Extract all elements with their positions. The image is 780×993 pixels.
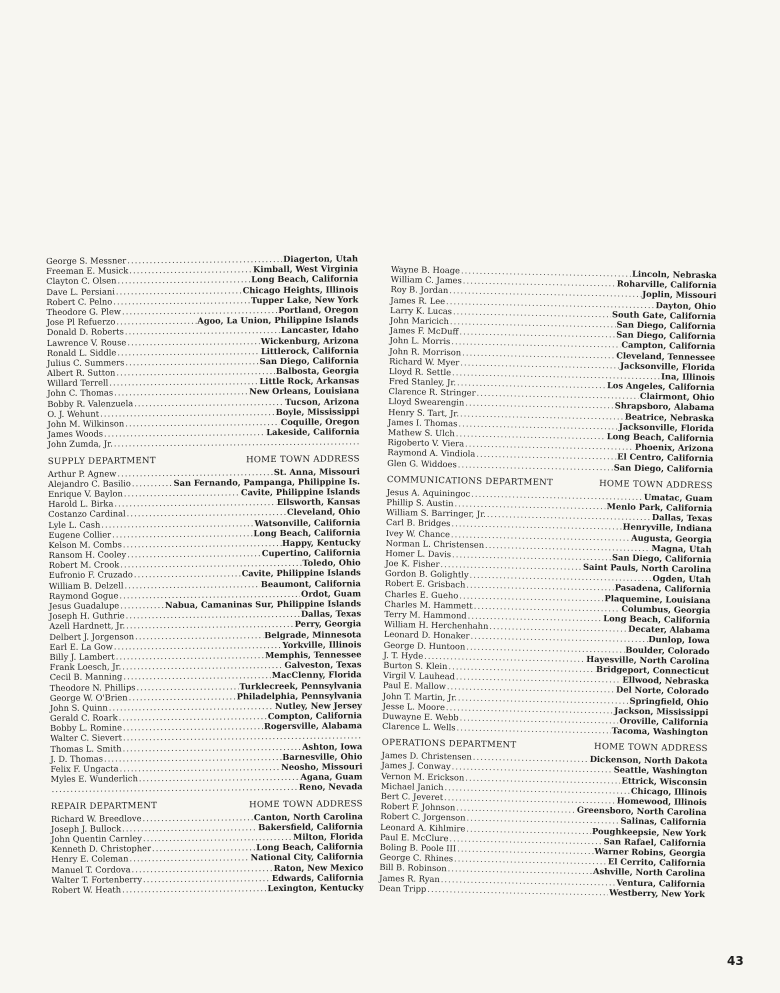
home-town-heading: HOME TOWN ADDRESS <box>599 478 713 491</box>
home-town: Bridgeport, Connecticut <box>595 663 710 677</box>
home-town: Ashville, North Carolina <box>592 866 706 879</box>
member-name: James Woods <box>47 428 104 440</box>
member-name: Bill B. Robinson <box>379 862 447 874</box>
member-name: Frank Loesch, Jr. <box>49 661 122 673</box>
member-name: Bert C. Jeveret <box>380 790 444 803</box>
member-name: Gerald C. Roark <box>49 712 118 724</box>
home-town: Ashton, Iowa <box>301 740 363 752</box>
home-town: Long Beach, California <box>251 273 359 285</box>
member-name: Joseph J. Bullock <box>50 823 122 834</box>
member-name: Fred Stanley, Jr. <box>388 376 457 388</box>
dot-leader <box>457 722 611 735</box>
member-name: Walter T. Fortenberry <box>51 873 143 885</box>
member-name: Clayton C. Olsen <box>46 275 117 287</box>
member-name: John C. Thomas <box>47 387 114 399</box>
home-town: Decater, Alabama <box>628 623 711 636</box>
home-town: Clairmont, Ohio <box>639 391 715 403</box>
member-name: Theodore G. Plew <box>46 306 121 317</box>
home-town: Littlerock, California <box>260 344 359 356</box>
member-name: Clarence R. Stringer <box>388 386 476 398</box>
home-town: Dunlop, Iowa <box>648 634 710 646</box>
member-name: Charles E. Gueho <box>384 588 459 600</box>
member-name: George W. O'Brien <box>49 691 128 703</box>
member-name: Richard W. Myer <box>389 355 460 368</box>
home-town: Nabua, Camaninas Sur, Philippine Islands <box>164 598 362 610</box>
member-name: Theodore N. Phillips <box>49 681 136 693</box>
home-town: Umatac, Guam <box>643 491 713 503</box>
member-name: Burton S. Klein <box>383 659 448 672</box>
member-name: Raymond Gogue <box>48 590 119 601</box>
home-town: Philadelphia, Pennsylvania <box>236 689 362 702</box>
home-town: Long Beach, California <box>603 613 711 626</box>
home-town-heading: HOME TOWN ADDRESS <box>246 453 360 465</box>
home-town: Memphis, Tennessee <box>265 649 362 661</box>
member-name: Charles M. Hammett <box>384 598 473 611</box>
home-town: Perry, Georgia <box>294 618 362 630</box>
dot-leader <box>427 884 608 898</box>
member-name: Albert R. Sutton <box>46 367 116 379</box>
member-name: Ronald L. Siddle <box>46 347 117 358</box>
member-name: Roy B. Jordan <box>390 284 449 296</box>
home-town: Magna, Utah <box>651 542 712 554</box>
home-town: Compton, California <box>267 710 363 722</box>
home-town: Raton, New Mexico <box>273 861 364 873</box>
home-town: Balbosta, Georgia <box>275 365 360 377</box>
home-town: Toledo, Ohio <box>302 557 361 569</box>
member-name: George D. Huntoon <box>383 639 466 652</box>
member-name: Robert M. Crook <box>48 559 120 571</box>
home-town: Dayton, Ohio <box>655 299 717 311</box>
home-town: Greensboro, North Carolina <box>576 804 707 818</box>
member-name: Ivey W. Chance <box>385 527 451 539</box>
department-title: REPAIR DEPARTMENT <box>50 800 158 812</box>
home-town: Bakersfield, California <box>258 821 364 832</box>
member-name: Duwayne E. Webb <box>382 710 459 723</box>
member-name: Jose Pl Refuerzo <box>46 316 116 328</box>
member-name: Mathew S. Ulch <box>387 426 455 439</box>
home-town: New Orleans, Louisiana <box>249 385 360 397</box>
roster-row <box>51 782 363 795</box>
home-town: Cavite, Philippine Islands <box>241 567 361 579</box>
home-town: Shrapsboro, Alabama <box>614 400 715 413</box>
member-name: James R. Lee <box>390 294 446 306</box>
member-name: James I. Thomas <box>387 416 458 429</box>
member-name: Alejandro C. Basilio <box>47 478 131 489</box>
home-town: Ventura, California <box>616 876 706 889</box>
member-name: Raymond A. Vindiola <box>387 447 476 460</box>
home-town: Neosho, Missouri <box>281 761 363 772</box>
member-name: Lyle L. Cash <box>48 519 101 530</box>
member-name: Robert C. Pelno <box>46 296 113 307</box>
section-header <box>48 454 360 467</box>
member-name: J. D. Thomas <box>50 753 103 764</box>
member-name: John L. Morris <box>389 335 451 347</box>
home-town: Turklecreek, Pennsylvania <box>239 679 362 691</box>
member-name: James F. McDuff <box>389 325 459 337</box>
department-title: OPERATIONS DEPARTMENT <box>381 738 517 751</box>
member-name: Leonard A. Kihlmire <box>380 821 466 834</box>
member-name: Enrique V. Baylon <box>48 488 123 499</box>
home-town: Watsonville, California <box>254 516 361 528</box>
home-town: Plaquemine, Louisiana <box>604 592 711 605</box>
roster-row <box>51 882 363 895</box>
member-name: Felix F. Ungacta <box>50 763 119 774</box>
member-name: Carl B. Bridges <box>385 517 451 529</box>
member-name: Kenneth D. Christopher <box>51 843 152 855</box>
home-town: San Diego, California <box>616 329 716 342</box>
home-town: Cupertino, California <box>261 547 361 559</box>
dot-leader <box>116 316 196 327</box>
home-town: Coquille, Oregon <box>280 416 360 427</box>
member-name: Harold L. Birka <box>48 498 114 510</box>
member-name: Henry S. Tart, Jr. <box>388 406 460 418</box>
member-name: Cecil B. Manning <box>49 671 123 683</box>
home-town: Edwards, California <box>271 871 364 883</box>
member-name: Myles E. Wunderlich <box>50 773 138 785</box>
member-name: Arthur P. Agnew <box>47 467 117 479</box>
home-town: Wickenburg, Arizona <box>260 334 359 346</box>
member-name: Robert W. Heath <box>51 884 122 895</box>
member-name: Bobby L. Romine <box>50 722 123 734</box>
home-town: Pasadena, California <box>614 582 711 595</box>
member-name: Robert F. Johnson <box>380 801 456 813</box>
home-town: Jackson, Mississippi <box>614 705 709 717</box>
home-town: Lincoln, Nebraska <box>631 268 717 281</box>
member-name: Joseph H. Guthrie <box>49 610 125 622</box>
home-town: Cleveland, Tennessee <box>616 349 716 362</box>
dot-leader <box>122 883 267 894</box>
home-town: Little Rock, Arkansas <box>259 375 360 387</box>
member-name: Bobby R. Valenzuela <box>47 397 134 409</box>
member-name: Freeman E. Musick <box>46 265 129 277</box>
home-town: Saint Pauls, North Carolina <box>582 561 712 575</box>
member-name: Lawrence V. Rouse <box>46 336 127 348</box>
home-town: Chicago, Illinois <box>630 785 708 797</box>
home-town: Jacksonville, Florida <box>620 360 716 372</box>
home-town: Lakeside, California <box>266 426 360 438</box>
member-name: Ransom H. Cooley <box>48 549 127 561</box>
home-town: Yorkville, Illinois <box>282 639 362 650</box>
member-name: Costanzo Cardinal <box>48 508 126 520</box>
home-town: Del Norte, Colorado <box>615 684 709 697</box>
home-town: Happy, Kentucky <box>282 537 361 548</box>
member-name: George C. Rhines <box>379 852 454 864</box>
member-name: John Maricich <box>389 314 450 327</box>
home-town: Milton, Florida <box>293 831 364 842</box>
home-town: Hayesville, North Carolina <box>586 653 710 666</box>
member-name: Robert C. Jorgenson <box>380 811 466 823</box>
home-town: San Diego, California <box>616 319 716 332</box>
home-town: Nutley, New Jersey <box>274 700 362 711</box>
home-town: Ellsworth, Kansas <box>276 496 361 508</box>
home-town: Homewood, Illinois <box>616 795 707 808</box>
home-town: Rogersville, Alabama <box>263 720 363 732</box>
home-town: Ogden, Utah <box>652 573 712 585</box>
home-town: Westberry, New York <box>609 886 706 899</box>
home-town: Menlo Park, California <box>606 501 713 514</box>
home-town: St. Anna, Missouri <box>273 465 360 477</box>
member-name: James R. Ryan <box>379 872 440 884</box>
home-town: Long Beach, California <box>256 841 364 853</box>
member-name: Jesus A. Aquiningoc <box>386 486 471 499</box>
member-name: Joe K. Fisher <box>385 558 440 570</box>
member-name: Kelson M. Combs <box>48 539 122 550</box>
home-town: Lancaster, Idaho <box>280 324 359 336</box>
home-town: Long Beach, California <box>253 526 361 538</box>
home-town: San Rafael, California <box>603 835 707 848</box>
home-town-heading: HOME TOWN ADDRESS <box>249 798 363 810</box>
home-town: El Cerrito, California <box>607 856 706 869</box>
right-column <box>379 264 717 899</box>
member-name: Dean Tripp <box>378 882 427 894</box>
home-town: Boulder, Colorado <box>625 644 710 656</box>
member-name: Wayne B. Hoage <box>390 264 461 276</box>
home-town: Galveston, Texas <box>284 659 362 671</box>
member-name: Paul E. Mallow <box>382 680 446 692</box>
home-town: Chicago Heights, Illinois <box>242 283 359 295</box>
home-town: Reno, Nevada <box>298 781 363 793</box>
home-town: Warner Robins, Georgia <box>594 845 706 859</box>
member-name: Manuel T. Cordova <box>51 863 131 875</box>
page-number: 43 <box>727 954 744 968</box>
dot-leader <box>120 600 164 611</box>
member-name: Homer L. Davis <box>385 547 452 560</box>
member-name: O. J. Wehunt <box>47 408 100 419</box>
home-town: Cavite, Philippine Islands <box>240 486 361 498</box>
member-name: Lloyd Swearengin <box>388 396 465 408</box>
member-name: Henry E. Coleman <box>51 853 129 865</box>
member-name: Eufronio F. Cruzado <box>48 569 133 581</box>
member-name: Vernon M. Erickson <box>381 770 465 783</box>
member-name: Delbert J. Jorgenson <box>49 630 135 642</box>
left-column <box>46 253 364 895</box>
member-name: Jesus Guadalupe <box>49 600 120 611</box>
home-town: Ordot, Guam <box>301 588 361 599</box>
member-name: Michael Janich <box>380 780 444 792</box>
home-town: Oroville, California <box>619 715 709 728</box>
member-name: Terry M. Hammond <box>384 608 467 621</box>
member-name: Julius C. Summers <box>46 357 125 368</box>
member-name: Azell Hardnett, Jr. <box>49 620 126 632</box>
member-name: Eugene Collier <box>48 529 112 540</box>
home-town: Jacksonville, Florida <box>618 421 715 434</box>
home-town: Columbus, Georgia <box>621 603 711 616</box>
home-town-heading: HOME TOWN ADDRESS <box>593 742 708 755</box>
member-name: Glen G. Widdoes <box>387 457 457 469</box>
member-name: Donald D. Roberts <box>46 326 124 338</box>
member-name: Jesse L. Moore <box>382 700 446 712</box>
member-name: John Zumda, Jr. <box>47 438 113 450</box>
home-town: Beatrice, Nebraska <box>624 411 715 423</box>
member-name: Gordon B. Golightly <box>384 568 469 580</box>
home-town: Dallas, Texas <box>300 608 362 619</box>
home-town: Boyle, Mississippi <box>275 406 360 417</box>
home-town: National City, California <box>250 851 364 863</box>
member-name: Clarence L. Wells <box>382 720 456 733</box>
member-name: George S. Messner <box>46 255 127 266</box>
home-town: Ina, Illinois <box>661 371 715 383</box>
member-name: Willard Terrell <box>47 377 109 389</box>
home-town: San Diego, California <box>611 552 712 565</box>
roster-row <box>48 437 360 450</box>
home-town: Kimball, West Virginia <box>253 263 359 275</box>
member-name: William C. James <box>390 274 462 286</box>
member-name: Virgil V. Lauhead <box>383 670 456 682</box>
home-town: Poughkeepsie, New York <box>591 825 707 838</box>
member-name: William H. Herchenhahn <box>383 619 489 632</box>
member-name: Boling B. Poole III <box>379 841 457 854</box>
member-name: Richard W. Breedlove <box>50 812 142 824</box>
home-town: MacClenny, Florida <box>271 669 362 681</box>
home-town: Phoenix, Arizona <box>634 441 714 454</box>
home-town: San Diego, California <box>613 461 714 474</box>
home-town: San Fernando, Pampanga, Philippine Is. <box>173 476 361 488</box>
member-name: Earl E. La Gow <box>49 641 113 652</box>
member-name: Larry K. Lucas <box>390 304 453 316</box>
home-town: Dallas, Texas <box>651 512 713 524</box>
member-name: John Quentin Carnley <box>51 833 143 844</box>
home-town: Agana, Guam <box>300 771 363 782</box>
home-town: Diagerton, Utah <box>283 253 359 264</box>
home-town: Springfield, Ohio <box>629 695 709 707</box>
member-name: Walter C. Sievert <box>50 732 122 744</box>
dot-leader <box>132 478 173 489</box>
home-town: Portland, Oregon <box>278 304 359 315</box>
member-name: Leonard D. Honaker <box>383 629 470 641</box>
home-town: Los Angeles, California <box>606 380 715 393</box>
member-name: Dave L. Persiani <box>46 285 115 297</box>
dot-leader <box>114 437 359 449</box>
department-title: SUPPLY DEPARTMENT <box>47 455 156 467</box>
member-name: Lloyd R. Settle <box>388 365 452 378</box>
member-name: William S. Barringer, Jr. <box>386 507 486 519</box>
member-name: John T. Martin, Jr. <box>382 690 458 702</box>
home-town: Ellwood, Nebraska <box>622 674 710 687</box>
home-town: Long Beach, California <box>606 431 714 444</box>
member-name: James D. Christensen <box>381 750 472 762</box>
home-town: Lexington, Kentucky <box>267 882 364 893</box>
dot-leader <box>52 782 298 794</box>
home-town: Tacoma, Washington <box>611 725 709 738</box>
home-town: Salinas, California <box>620 815 707 828</box>
member-name: J. T. Hyde <box>383 649 424 661</box>
home-town: Campton, California <box>621 339 716 352</box>
home-town: Dickenson, North Dakota <box>589 754 708 767</box>
home-town: Cleveland, Ohio <box>286 506 361 518</box>
home-town: Augusta, Georgia <box>631 532 712 544</box>
member-name: Norman L. Christensen <box>385 537 485 550</box>
member-name: Robert E. Grisbach <box>384 578 466 590</box>
member-name: John M. Wilkinson <box>47 418 125 429</box>
home-town: Ettrick, Wisconsin <box>621 775 708 787</box>
member-name: Paul E. McClure <box>379 831 449 843</box>
member-name: Billy J. Lambert <box>49 651 115 662</box>
department-title: COMMUNICATIONS DEPARTMENT <box>386 474 554 488</box>
home-town: Henryville, Indiana <box>622 521 713 534</box>
home-town: Joplin, Missouri <box>642 289 717 301</box>
home-town: Agoo, La Union, Philippine Islands <box>197 314 359 326</box>
member-name: John R. Morrison <box>389 345 462 357</box>
home-town: San Diego, California <box>259 355 359 367</box>
home-town: Barnesville, Ohio <box>282 751 363 762</box>
home-town: Tucson, Arizona <box>285 395 360 407</box>
member-name: Rigoberto V. Viera <box>387 437 465 449</box>
home-town: Canton, North Carolina <box>253 810 363 822</box>
section-header <box>51 799 363 812</box>
dot-leader <box>458 459 613 472</box>
home-town: Tupper Lake, New York <box>250 294 359 305</box>
member-name: Thomas L. Smith <box>50 742 122 754</box>
member-name: James J. Conway <box>381 760 451 772</box>
home-town: Seattle, Washington <box>613 764 708 777</box>
home-town: Roharville, California <box>616 278 717 291</box>
home-town: Belgrade, Minnesota <box>264 628 362 640</box>
home-town: Beaumont, California <box>260 577 361 589</box>
home-town: El Centro, California <box>617 451 714 464</box>
member-name: John S. Quinn <box>49 702 108 713</box>
home-town: South Gate, California <box>612 309 717 321</box>
member-name: Phillip S. Austin <box>386 496 454 509</box>
member-name: William B. Delzell <box>48 579 124 591</box>
